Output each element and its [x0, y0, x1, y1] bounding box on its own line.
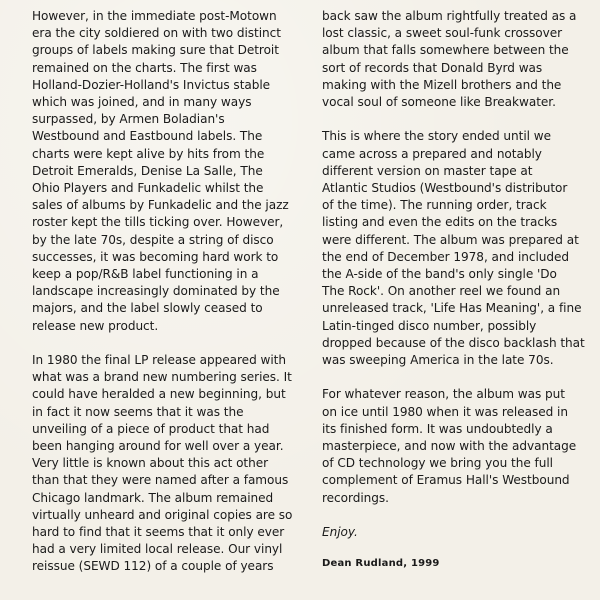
paragraph: [32, 8, 307, 335]
text-line: its finished form. It was undoubtedly a: [322, 421, 553, 436]
text-line: came across a prepared and notably: [322, 146, 542, 161]
right-column-paragraphs: [322, 8, 590, 507]
text-line: by the late 70s, despite a string of disco: [32, 232, 274, 247]
text-line: different version on master tape at: [322, 163, 533, 178]
text-line: masterpiece, and now with the advantage: [322, 439, 577, 454]
text-line: in fact it now seems that it was the: [32, 404, 244, 419]
text-line: album that falls somewhere between the: [322, 43, 569, 58]
text-line: surpassed, by Armen Boladian's: [32, 112, 225, 127]
left-column: [32, 8, 307, 593]
text-line: complement of Eramus Hall's Westbound: [322, 473, 570, 488]
text-line: groups of labels making sure that Detroit: [32, 43, 279, 58]
text-line: hard to find that it seems that it only ever: [32, 525, 285, 540]
text-line: had a very limited local release. Our vinyl: [32, 542, 283, 557]
text-line: This is where the story ended until we: [322, 129, 551, 144]
text-line: listing and even the edits on the tracks: [322, 215, 558, 230]
text-line: been hanging around for well over a year.: [32, 439, 284, 454]
text-line: reissue (SEWD 112) of a couple of years: [32, 559, 274, 574]
text-line: dropped because of the disco backlash that: [322, 335, 585, 350]
text-line: However, in the immediate post-Motown: [32, 9, 277, 23]
text-line: on ice until 1980 when it was released in: [322, 404, 568, 419]
text-line: era the city soldiered on with two distinct: [32, 26, 281, 41]
text-line: recordings.: [322, 490, 389, 505]
text-line: could have heralded a new beginning, but: [32, 387, 286, 402]
author-credit: Dean Rudland, 1999: [322, 558, 440, 570]
text-line: release new product.: [32, 318, 159, 333]
text-line: landscape increasingly dominated by the: [32, 284, 280, 299]
text-line: Holland-Dozier-Holland's Invictus stable: [32, 77, 271, 92]
text-line: successes, it was becoming hard work to: [32, 249, 279, 264]
text-line: Atlantic Studios (Westbound's distributor: [322, 181, 568, 196]
text-line: Latin-tinged disco number, possibly: [322, 318, 537, 333]
text-line: virtually unheard and original copies are so: [32, 507, 293, 522]
text-line: sales of albums by Funkadelic and the jazz: [32, 198, 289, 213]
text-line: Ohio Players and Funkadelic whilst the: [32, 181, 264, 196]
paragraph: [322, 128, 590, 369]
text-line: majors, and the label slowly ceased to: [32, 301, 263, 316]
text-line: remained on the charts. The first was: [32, 60, 257, 75]
text-line: sort of records that Donald Byrd was: [322, 60, 543, 75]
text-line: was sweeping America in the late 70s.: [322, 353, 554, 368]
text-line: keep a pop/R&B label functioning in a: [32, 267, 259, 282]
text-line: Chicago landmark. The album remained: [32, 490, 274, 505]
text-line: In 1980 the final LP release appeared with: [32, 353, 286, 368]
text-line: Very little is known about this act other: [32, 456, 269, 471]
paragraph: [322, 8, 590, 111]
text-line: back saw the album rightfully treated as a: [322, 9, 577, 23]
text-line: Detroit Emeralds, Denise La Salle, The: [32, 163, 263, 178]
text-line: For whatever reason, the album was put: [322, 387, 565, 402]
text-line: of the time). The running order, track: [322, 198, 547, 213]
text-line: lost classic, a sweet soul-funk crossover: [322, 26, 563, 41]
right-column: [322, 8, 590, 572]
paragraph: [32, 352, 307, 576]
paragraph: [322, 386, 590, 506]
signoff-text: Enjoy.: [322, 525, 358, 540]
text-line: vocal soul of someone like Breakwater.: [322, 95, 556, 110]
text-line: The Rock'. On another reel we found an: [322, 284, 561, 299]
text-line: the A-side of the band's only single 'Do: [322, 267, 557, 282]
text-line: charts were kept alive by hits from the: [32, 146, 265, 161]
text-line: roster kept the tills ticking over. However,: [32, 215, 284, 230]
text-line: Westbound and Eastbound labels. The: [32, 129, 263, 144]
text-line: were different. The album was prepared at: [322, 232, 579, 247]
text-line: unreleased track, 'Life Has Meaning', a fine: [322, 301, 582, 316]
text-line: unveiling of a piece of product that had: [32, 421, 270, 436]
text-line: which was joined, and in many ways: [32, 95, 252, 110]
text-line: making with the Mizell brothers and the: [322, 77, 562, 92]
text-line: what was a brand new numbering series. It: [32, 370, 292, 385]
text-line: the end of December 1978, and included: [322, 249, 570, 264]
text-line: than that they were named after a famous: [32, 473, 289, 488]
text-line: of CD technology we bring you the full: [322, 456, 553, 471]
